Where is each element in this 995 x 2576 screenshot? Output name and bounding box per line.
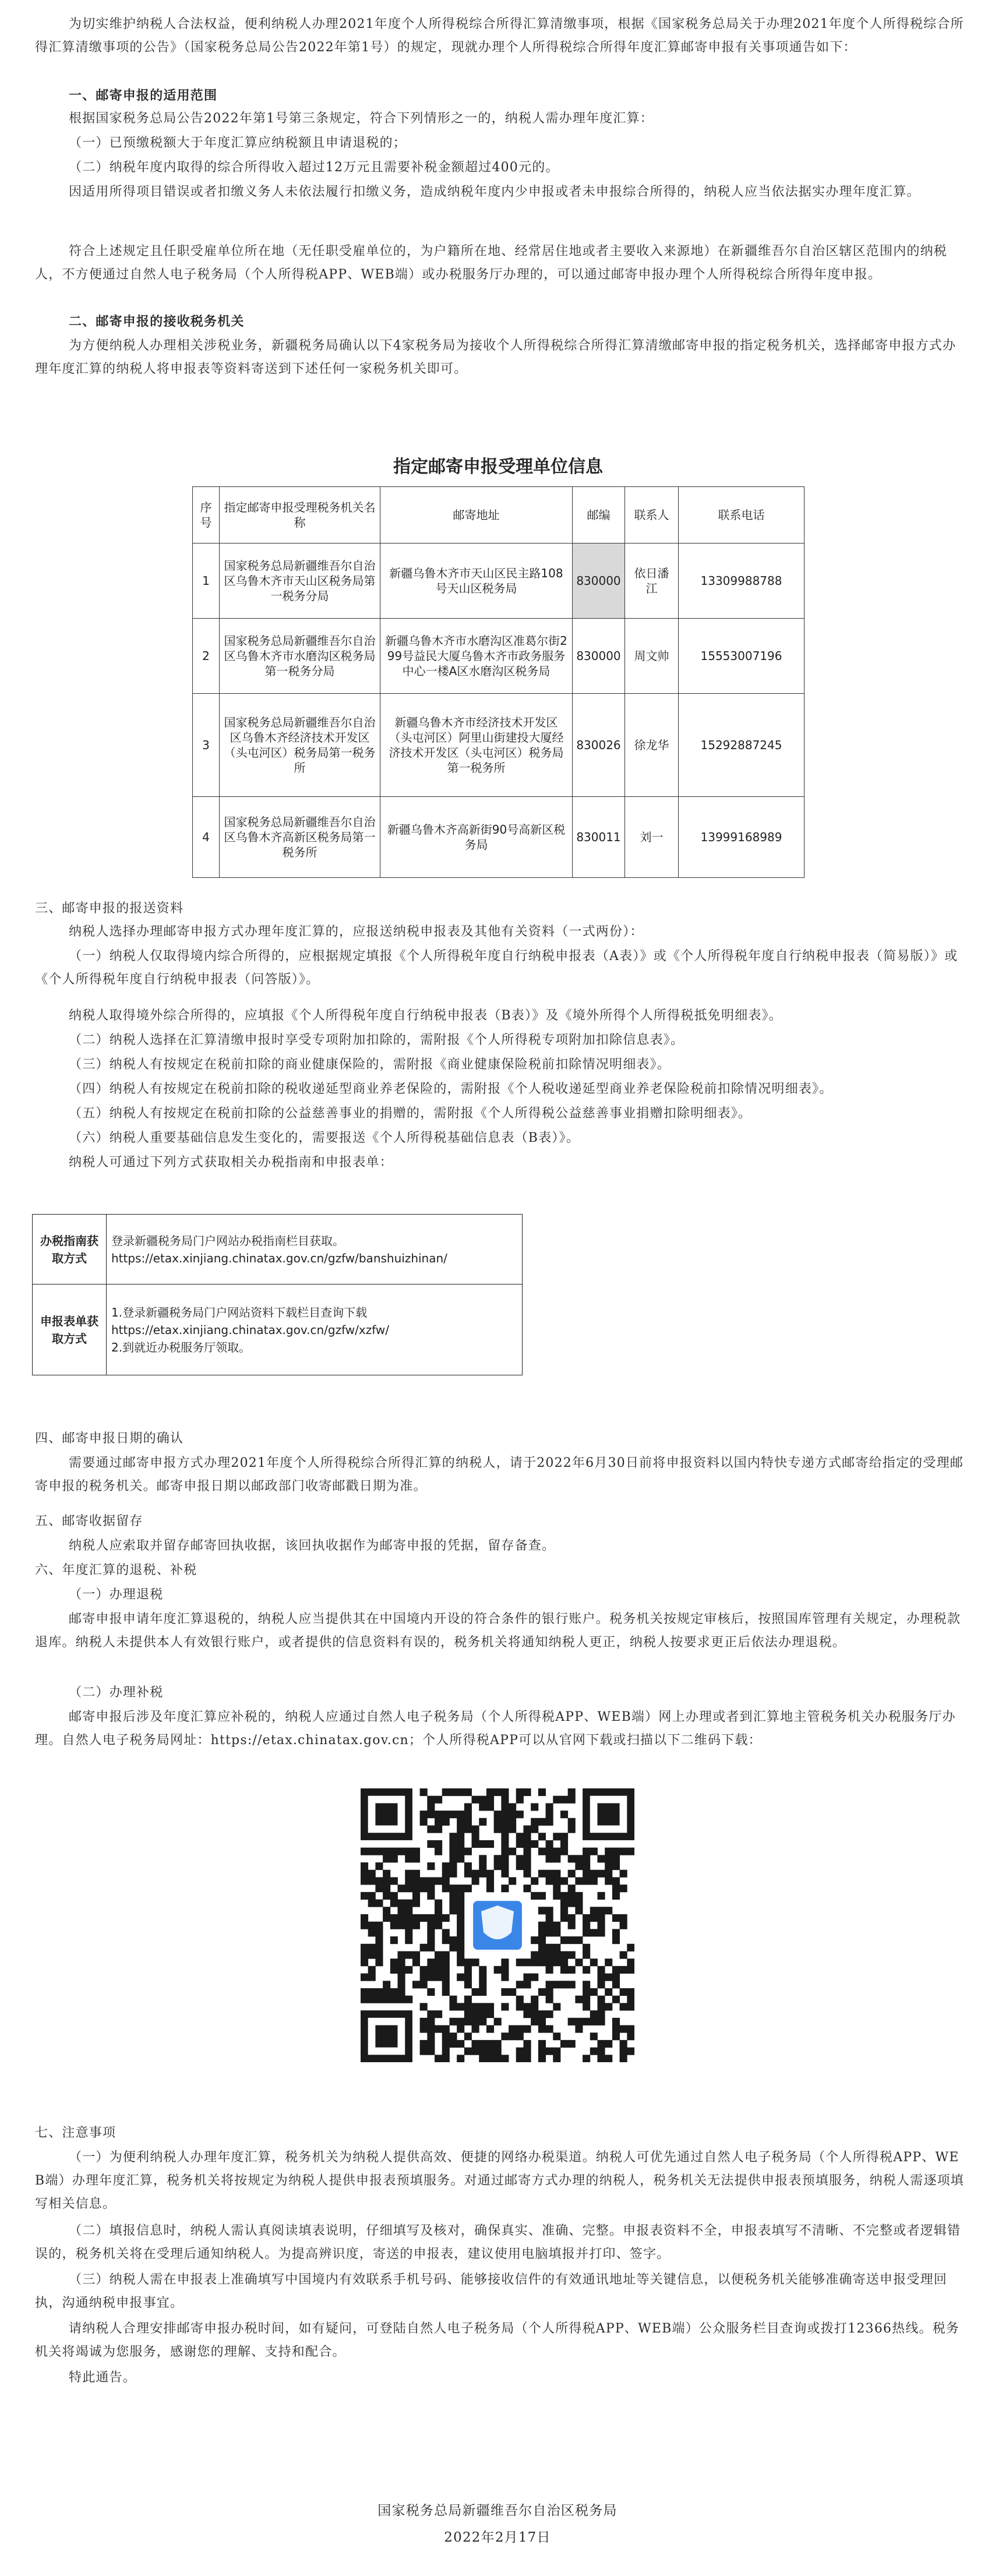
forms-link[interactable]: https://etax.xinjiang.chinatax.gov.cn/gzfw/xzfw/ (111, 1322, 389, 1337)
section-6-heading: 六、年度汇算的退税、补税 (35, 1563, 197, 1578)
cell-name: 国家税务总局新疆维吾尔自治区乌鲁木齐市天山区税务局第一税务分局 (220, 544, 380, 619)
section-3-item-1: （一）纳税人仅取得境内综合所得的，应根据规定填报《个人所得税年度自行纳税申报表（A表）》或《个人所得税年度自行纳税申报表（简易版）》或《个人所得税年度自行纳税申报表（问答版）》。 (35, 949, 958, 987)
units-table-title: 指定邮寄申报受理单位信息 (393, 457, 603, 477)
section-3-item-4: （四）纳税人有按规定在税前扣除的税收递延型商业养老保险的，需附报《个人税收递延型商业养老保险税前扣除情况明细表》。 (69, 1082, 833, 1096)
cell-contact: 刘一 (625, 797, 679, 878)
section-3-para-3: 纳税人可通过下列方式获取相关办税指南和申报表单： (69, 1155, 393, 1170)
section-1-para-1: 根据国家税务总局公告2022年第1号第三条规定，符合下列情形之一的，纳税人需办理年度汇算： (69, 111, 654, 126)
cell-name: 国家税务总局新疆维吾尔自治区乌鲁木齐高新区税务局第一税务所 (220, 797, 380, 878)
section-3-item-2: （二）纳税人选择在汇算清缴申报时享受专项附加扣除的，需附报《个人所得税专项附加扣除信息表》。 (69, 1033, 684, 1047)
app-download-qr-code[interactable] (361, 1788, 634, 2062)
table-row (193, 694, 805, 797)
header-name: 指定邮寄申报受理税务机关名称 (220, 487, 380, 544)
guide-row (33, 1215, 523, 1285)
cell-zip: 830011 (573, 797, 625, 878)
section-1-item-2: （二）纳税年度内取得的综合所得收入超过12万元且需要补税金额超过400元的。 (69, 160, 559, 175)
forms-row (33, 1285, 523, 1375)
cell-no: 1 (193, 544, 220, 619)
section-6-sub-2: （二）办理补税 (69, 1685, 164, 1700)
qr-code-graphic (361, 1788, 634, 2062)
guide-link[interactable]: https://etax.xinjiang.chinatax.gov.cn/gzfw/banshuizhinan/ (111, 1251, 447, 1265)
cell-address: 新疆乌鲁木齐市天山区民主路108号天山区税务局 (380, 544, 573, 619)
section-3-para-2: 纳税人取得境外综合所得的，应填报《个人所得税年度自行纳税申报表（B表）》及《境外所得个人所得税抵免明细表》。 (69, 1008, 782, 1023)
signature-date: 2022年2月17日 (444, 2530, 551, 2545)
forms-line-1: 1.登录新疆税务局门户网站资料下载栏目查询下载 (111, 1305, 368, 1319)
section-4-para-1: 需要通过邮寄申报方式办理2021年度个人所得税综合所得汇算的纳税人，请于2022年6月30日前将申报资料以国内特快专递方式邮寄给指定的受理邮寄申报的税务机关。邮寄申报日期以邮政部门收寄邮戳日期为准。 (35, 1456, 964, 1494)
section-1-heading: 一、邮寄申报的适用范围 (69, 88, 218, 103)
section-4-heading: 四、邮寄申报日期的确认 (35, 1431, 184, 1446)
section-7-heading: 七、注意事项 (35, 2126, 117, 2140)
cell-address: 新疆乌鲁木齐市经济技术开发区（头屯河区）阿里山街建投大厦经济技术开发区（头屯河区）税务局第一税务所 (380, 694, 573, 797)
cell-phone: 15553007196 (679, 619, 805, 694)
cell-contact: 徐龙华 (625, 694, 679, 797)
units-table (192, 486, 805, 878)
header-zip: 邮编 (573, 487, 625, 544)
cell-no: 3 (193, 694, 220, 797)
section-1-para-3: 符合上述规定且任职受雇单位所在地（无任职受雇单位的，为户籍所在地、经常居住地或者主要收入来源地）在新疆维吾尔自治区辖区范围内的纳税人，不方便通过自然人电子税务局（个人所得税APP、WEB端）或办税服务厅办理的，可以通过邮寄申报办理个人所得税综合所得年度申报。 (35, 244, 948, 282)
cell-no: 2 (193, 619, 220, 694)
header-no: 序号 (193, 487, 220, 544)
section-3-item-5: （五）纳税人有按规定在税前扣除的公益慈善事业的捐赠的，需附报《个人所得税公益慈善事业捐赠扣除明细表》。 (69, 1106, 752, 1121)
cell-address: 新疆乌鲁木齐市水磨沟区准葛尔街299号益民大厦乌鲁木齐市政务服务中心一楼A区水磨沟区税务局 (380, 619, 573, 694)
guide-value (107, 1215, 523, 1285)
header-phone: 联系电话 (679, 487, 805, 544)
section-2-para-1: 为方便纳税人办理相关涉税业务，新疆税务局确认以下4家税务局为接收个人所得税综合所得汇算清缴邮寄申报的指定税务机关，选择邮寄申报方式办理年度汇算的纳税人将申报表等资料寄送到下述任何一家税务机关即可。 (35, 338, 957, 376)
intro-paragraph: 为切实维护纳税人合法权益，便利纳税人办理2021年度个人所得税综合所得汇算清缴事项，根据《国家税务总局关于办理2021年度个人所得税综合所得汇算清缴事项的公告》（国家税务总局公告2022年第1号）的规定，现就办理个人所得税综合所得年度汇算邮寄申报有关事项通告如下： (35, 17, 964, 55)
table-row (193, 797, 805, 878)
cell-contact: 依日潘江 (625, 544, 679, 619)
shield-icon (481, 1905, 514, 1939)
signature-org: 国家税务总局新疆维吾尔自治区税务局 (377, 2503, 618, 2518)
cell-address: 新疆乌鲁木齐高新街90号高新区税务局 (380, 797, 573, 878)
cell-phone: 13309988788 (679, 544, 805, 619)
section-5-para-1: 纳税人应索取并留存邮寄回执收据，该回执收据作为邮寄申报的凭据，留存备查。 (69, 1538, 556, 1553)
cell-zip: 830026 (573, 694, 625, 797)
section-6-sub-1: （一）办理退税 (69, 1587, 164, 1602)
cell-name: 国家税务总局新疆维吾尔自治区乌鲁木齐经济技术开发区（头屯河区）税务局第一税务所 (220, 694, 380, 797)
cell-zip: 830000 (573, 619, 625, 694)
header-address: 邮寄地址 (380, 487, 573, 544)
section-6-para-2: 邮寄申报后涉及年度汇算应补税的，纳税人应通过自然人电子税务局（个人所得税APP、WEB端）网上办理或者到汇算地主管税务机关办税服务厅办理。自然人电子税务局网址：https://etax.chinatax.gov.cn；个人所得税APP可以从官网下载或扫描以下二维码下载： (35, 1710, 956, 1748)
section-3-item-6: （六）纳税人重要基础信息发生变化的，需要报送《个人所得税基础信息表（B表）》。 (69, 1131, 580, 1145)
section-7-para-1: 请纳税人合理安排邮寄申报办税时间，如有疑问，可登陆自然人电子税务局（个人所得税APP、WEB端）公众服务栏目查询或拨打12366热线。税务机关将竭诚为您服务，感谢您的理解、支持和配合。 (35, 2321, 960, 2359)
forms-label: 申报表单获取方式 (33, 1285, 107, 1375)
section-7-para-2: 特此通告。 (69, 2370, 137, 2385)
section-7-item-2: （二）填报信息时，纳税人需认真阅读填表说明，仔细填写及核对，确保真实、准确、完整。申报表资料不全，申报表填写不清晰、不完整或者逻辑错误的，税务机关将在受理后通知纳税人。为提高辨识度，寄送的申报表，建议使用电脑填报并打印、签字。 (35, 2224, 961, 2261)
section-2-heading: 二、邮寄申报的接收税务机关 (69, 314, 245, 329)
section-3-heading: 三、邮寄申报的报送资料 (35, 901, 184, 916)
section-1-item-1: （一）已预缴税额大于年度汇算应纳税额且申请退税的； (69, 136, 407, 150)
table-row (193, 544, 805, 619)
section-5-heading: 五、邮寄收据留存 (35, 1514, 143, 1529)
guide-label: 办税指南获取方式 (33, 1215, 107, 1285)
table-row (193, 619, 805, 694)
cell-name: 国家税务总局新疆维吾尔自治区乌鲁木齐市水磨沟区税务局第一税务分局 (220, 619, 380, 694)
forms-value (107, 1285, 523, 1375)
header-contact: 联系人 (625, 487, 679, 544)
units-table-header (193, 487, 805, 544)
cell-phone: 13999168989 (679, 797, 805, 878)
section-7-item-1: （一）为便利纳税人办理年度汇算，税务机关为纳税人提供高效、便捷的网络办税渠道。纳税人可优先通过自然人电子税务局（个人所得税APP、WEB端）办理年度汇算，税务机关将按规定为纳税人提供申报表预填服务。对通过邮寄方式办理的纳税人，税务机关无法提供申报表预填服务，纳税人需逐项填写相关信息。 (35, 2150, 964, 2211)
cell-zip: 830000 (573, 544, 625, 619)
section-3-para-1: 纳税人选择办理邮寄申报方式办理年度汇算的，应报送纳税申报表及其他有关资料（一式两份）： (69, 924, 644, 939)
cell-contact: 周文帅 (625, 619, 679, 694)
section-7-item-3: （三）纳税人需在申报表上准确填写中国境内有效联系手机号码、能够接收信件的有效通讯地址等关键信息，以便税务机关能够准确寄送申报受理回执，沟通纳税申报事宜。 (35, 2272, 948, 2310)
section-1-para-2: 因适用所得项目错误或者扣缴义务人未依法履行扣缴义务，造成纳税年度内少申报或者未申报综合所得的，纳税人应当依法据实办理年度汇算。 (69, 185, 920, 199)
forms-line-3: 2.到就近办税服务厅领取。 (111, 1340, 251, 1354)
guide-line-1: 登录新疆税务局门户网站办税指南栏目获取。 (111, 1233, 344, 1248)
section-6-para-1: 邮寄申报申请年度汇算退税的，纳税人应当提供其在中国境内开设的符合条件的银行账户。税务机关按规定审核后，按照国库管理有关规定，办理税款退库。纳税人未提供本人有效银行账户，或者提供的信息资料有误的，税务机关将通知纳税人更正，纳税人按要求更正后依法办理退税。 (35, 1612, 961, 1650)
section-3-item-3: （三）纳税人有按规定在税前扣除的商业健康保险的，需附报《商业健康保险税前扣除情况明细表》。 (69, 1057, 671, 1072)
cell-no: 4 (193, 797, 220, 878)
download-methods-table (32, 1214, 523, 1375)
cell-phone: 15292887245 (679, 694, 805, 797)
